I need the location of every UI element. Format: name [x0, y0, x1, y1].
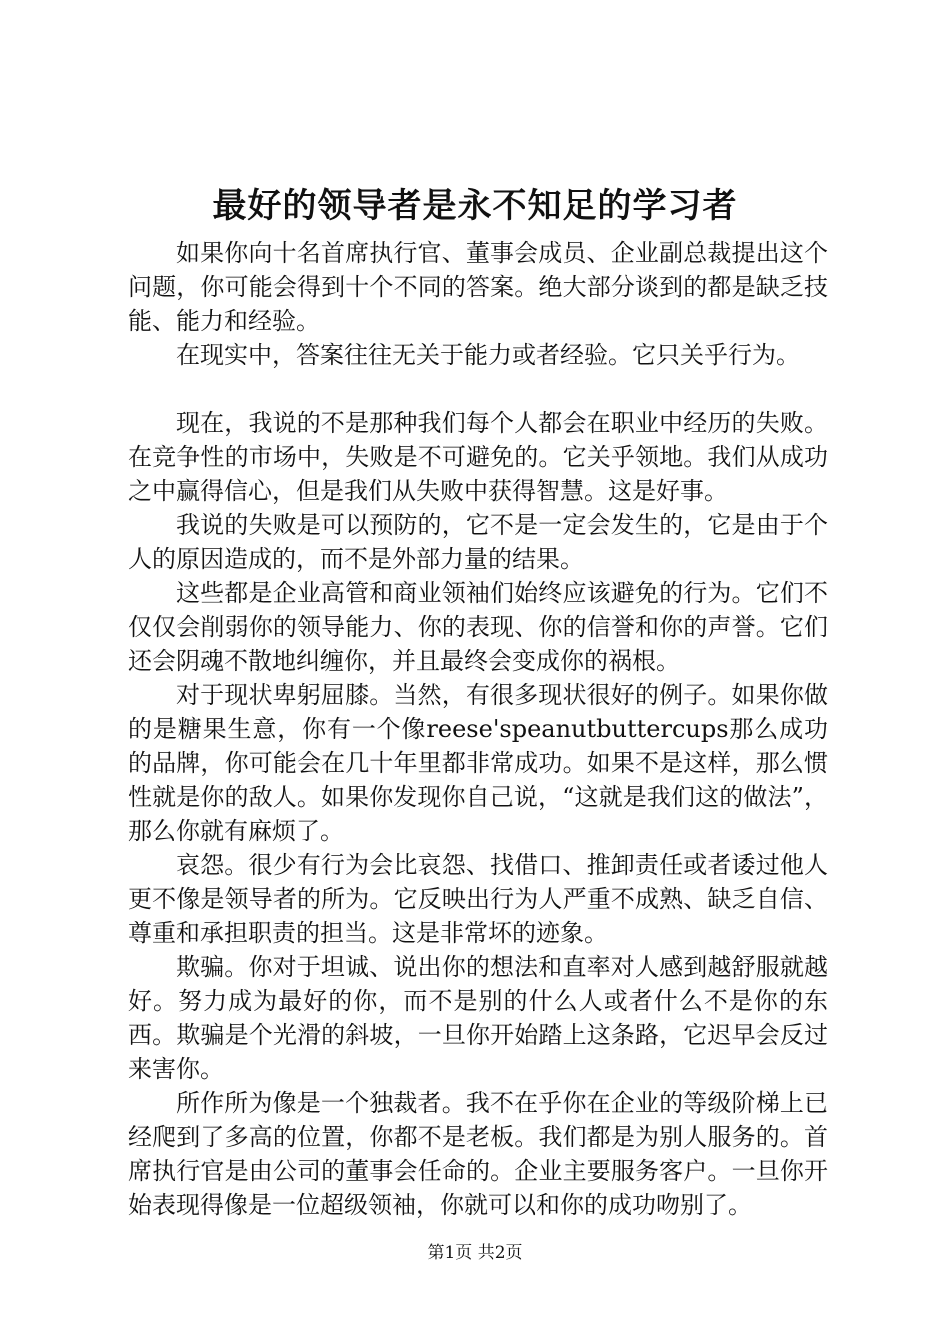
page-number-footer: 第1页 共2页 — [427, 1243, 523, 1263]
document-title: 最好的领导者是永不知足的学习者 — [212, 186, 738, 226]
paragraph-5: 这些都是企业高管和商业领袖们始终应该避免的行为。它们不仅仅会削弱你的领导能力、你的表现、你的信誉和你的声誉。它们还会阴魂不散地纠缠你，并且最终会变成你的祸根。 — [128, 579, 828, 675]
paragraph-9: 所作所为像是一个独裁者。我不在乎你在企业的等级阶梯上已经爬到了多高的位置，你都不是老板。我们都是为别人服务的。首席执行官是由公司的董事会任命的。企业主要服务客户。一旦你开始表现得像是一位超级领袖，你就可以和你的成功吻别了。 — [128, 1089, 828, 1219]
paragraph-3: 现在，我说的不是那种我们每个人都会在职业中经历的失败。在竞争性的市场中，失败是不可避免的。它关乎领地。我们从成功之中赢得信心，但是我们从失败中获得智慧。这是好事。 — [128, 409, 828, 505]
paragraph-8: 欺骗。你对于坦诚、说出你的想法和直率对人感到越舒服就越好。努力成为最好的你，而不是别的什么人或者什么不是你的东西。欺骗是个光滑的斜坡，一旦你开始踏上这条路，它迟早会反过来害你。 — [128, 953, 828, 1083]
document-body — [128, 236, 828, 1222]
paragraph-1: 如果你向十名首席执行官、董事会成员、企业副总裁提出这个问题，你可能会得到十个不同的答案。绝大部分谈到的都是缺乏技能、能力和经验。 — [128, 239, 828, 335]
paragraph-4: 我说的失败是可以预防的，它不是一定会发生的，它是由于个人的原因造成的，而不是外部力量的结果。 — [128, 511, 828, 573]
paragraph-7: 哀怨。很少有行为会比哀怨、找借口、推卸责任或者诿过他人更不像是领导者的所为。它反映出行为人严重不成熟、缺乏自信、尊重和承担职责的担当。这是非常坏的迹象。 — [128, 851, 828, 947]
paragraph-6: 对于现状卑躬屈膝。当然，有很多现状很好的例子。如果你做的是糖果生意，你有一个像reese'speanutbuttercups那么成功的品牌，你可能会在几十年里都非常成功。如果不是这样，那么惯性就是你的敌人。如果你发现你自己说，“这就是我们这的做法”，那么你就有麻烦了。 — [128, 681, 828, 845]
paragraph-2: 在现实中，答案往往无关于能力或者经验。它只关乎行为。 — [176, 341, 800, 369]
